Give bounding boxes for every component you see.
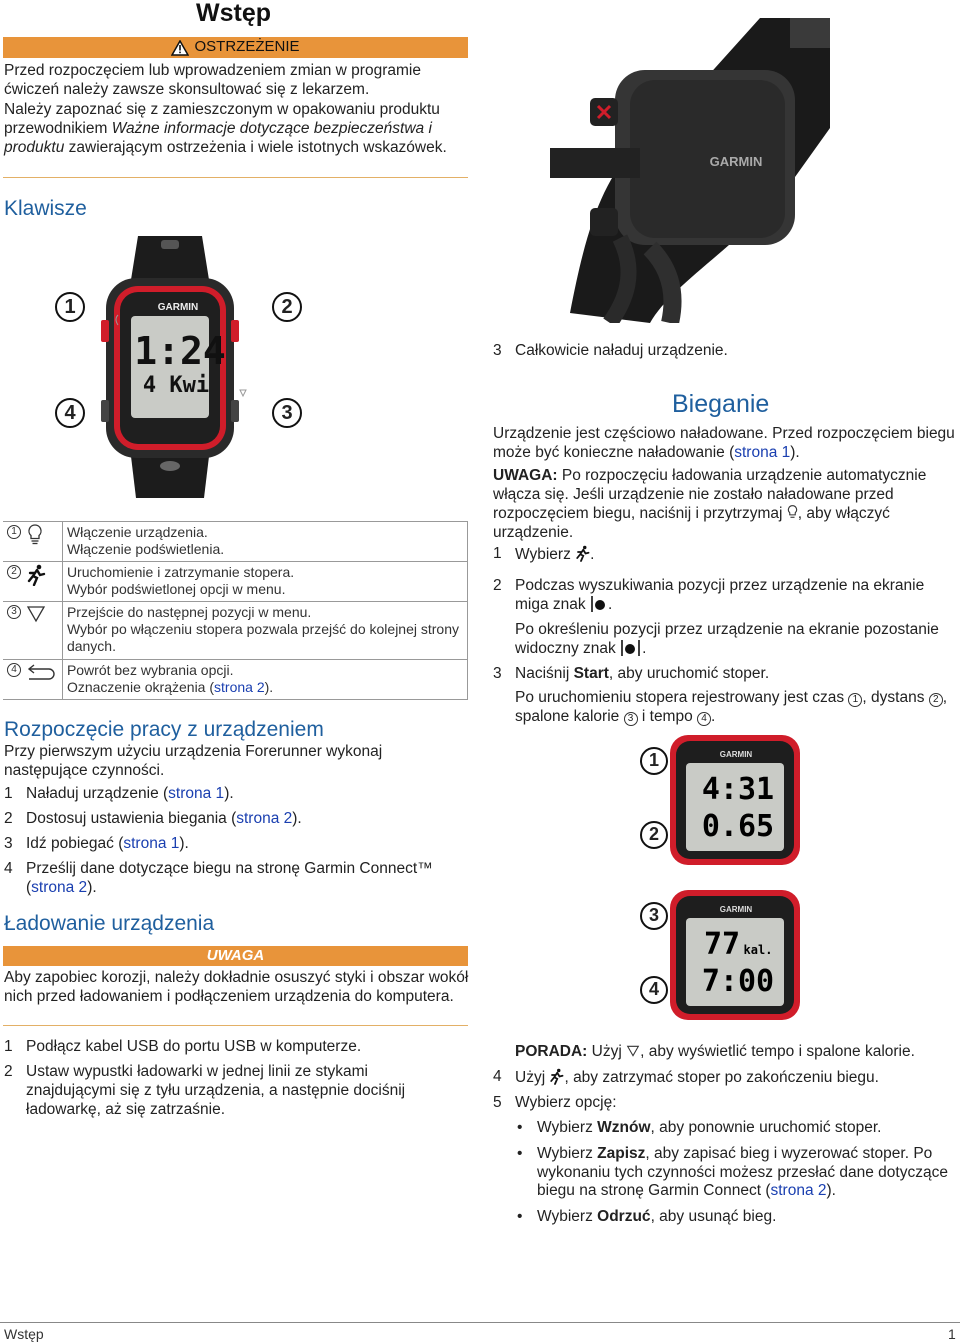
row-line: Oznaczenie okrążenia (strona 2). bbox=[66, 678, 274, 695]
start-steps bbox=[4, 785, 464, 904]
row-line: Wybór podświetlonej opcji w menu. bbox=[66, 581, 286, 598]
keys-heading: Klawisze bbox=[4, 197, 87, 220]
page-link[interactable]: strona 1 bbox=[734, 443, 791, 461]
running-note: UWAGA: Po rozpoczęciu ładowania urządzenie automatycznie włącza się. Jeśli urządzenie nie zostało naładowane przed rozpoczęciem biegu, naciśnij i przytrzymaj , aby włączyć urządzenie. bbox=[493, 467, 927, 541]
row-line: Włączenie urządzenia. bbox=[66, 524, 208, 540]
charger-illustration bbox=[550, 8, 850, 323]
row-number: 4 bbox=[7, 663, 21, 677]
callout-2: 2 bbox=[272, 292, 302, 322]
table-row bbox=[3, 562, 468, 602]
warning-bottom-rule bbox=[3, 177, 468, 178]
row-line: Przejście do następnej pozycji w menu. bbox=[66, 604, 312, 621]
list-item: 2 Dostosuj ustawienia biegania (strona 2). bbox=[4, 809, 302, 827]
row-line: Włączenie podświetlenia. bbox=[66, 541, 225, 558]
watch-calories-unit: kal. bbox=[743, 943, 773, 957]
row-number: 3 bbox=[7, 605, 21, 619]
list-item: 1 Wybierz . bbox=[493, 545, 595, 563]
row-number: 1 bbox=[7, 525, 21, 539]
running-steps bbox=[493, 545, 958, 727]
list-item: 5 Wybierz opcję: bbox=[493, 1093, 617, 1111]
table-row bbox=[3, 602, 468, 659]
callout-ref: 2 bbox=[929, 693, 943, 707]
list-item: • Wybierz Zapisz, aby zapisać bieg i wyzerować stoper. Po wykonaniu tych czynności możesz przesłać dane dotyczące biegu na stronę Garmin Connect (strona 2). bbox=[517, 1144, 948, 1200]
start-intro: Przy pierwszym użyciu urządzenia Forerunner wykonaj następujące czynności. bbox=[4, 743, 383, 779]
running-heading: Bieganie bbox=[672, 390, 770, 418]
watch-time: 1:24 bbox=[134, 329, 226, 373]
table-row bbox=[3, 522, 468, 562]
footer-section: Wstęp bbox=[4, 1326, 44, 1342]
row-line: Wybór po włączeniu stopera pozwala przejść do kolejnej strony danych. bbox=[66, 621, 460, 655]
list-item: 3 Całkowicie naładuj urządzenie. bbox=[493, 342, 728, 359]
callout-3: 3 bbox=[272, 398, 302, 428]
callout-ref: 4 bbox=[697, 712, 711, 726]
callout-4: 4 bbox=[55, 398, 85, 428]
list-item: Po uruchomieniu stopera rejestrowany jest czas 1 , dystans 2 , spalone kalorie 3 i tempo 4 . bbox=[515, 689, 948, 726]
running-steps-continued bbox=[493, 1043, 958, 1227]
gps-icon bbox=[620, 640, 642, 656]
watch-pace: 7:00 bbox=[701, 964, 775, 999]
runner-icon bbox=[549, 1068, 564, 1085]
callout-4: 4 bbox=[640, 976, 668, 1004]
down-triangle-icon bbox=[26, 605, 46, 623]
keys-table bbox=[3, 521, 468, 700]
watch-time-distance-illustration bbox=[640, 735, 810, 865]
watch-calories-pace-illustration bbox=[640, 890, 810, 1020]
list-item: Po określeniu pozycji przez urządzenie na ekranie pozostanie widoczny znak . bbox=[515, 620, 939, 657]
list-item: 1 Naładuj urządzenie (strona 1). bbox=[4, 785, 234, 802]
watch-time: 4:31 bbox=[701, 772, 775, 807]
runner-icon bbox=[575, 545, 590, 562]
watch-date: 4 Kwi bbox=[142, 373, 210, 398]
list-item: 3 Naciśnij Start, aby uruchomić stoper. bbox=[493, 664, 770, 682]
page-link[interactable]: strona 2 bbox=[214, 678, 265, 695]
page-link[interactable]: strona 2 bbox=[31, 878, 88, 896]
row-number: 2 bbox=[7, 565, 21, 579]
running-paragraph-1: Urządzenie jest częściowo naładowane. Przed rozpoczęciem biegu może być konieczne naładowanie (strona 1). bbox=[493, 425, 955, 461]
callout-1: 1 bbox=[55, 292, 85, 322]
list-item: • Wybierz Odrzuć, aby usunąć bieg. bbox=[517, 1208, 777, 1226]
warning-header bbox=[3, 37, 468, 58]
notice-text: Aby zapobiec korozji, należy dokładnie osuszyć styki i obszar wokół nich przed ładowaniem i podłączeniem urządzenia do komputera. bbox=[4, 969, 469, 1005]
watch-brand: GARMIN bbox=[719, 750, 753, 759]
page-link[interactable]: strona 2 bbox=[236, 809, 293, 827]
page-title: Wstęp bbox=[196, 0, 271, 27]
notice-header bbox=[3, 946, 468, 966]
callout-3: 3 bbox=[640, 902, 668, 930]
footer-page-number: 1 bbox=[948, 1326, 956, 1342]
callout-ref: 3 bbox=[624, 712, 638, 726]
notice-label: UWAGA bbox=[206, 946, 265, 964]
tip: PORADA: Użyj , aby wyświetlić tempo i spalone kalorie. bbox=[515, 1043, 915, 1060]
notice-bottom-rule bbox=[3, 1025, 468, 1026]
start-heading: Rozpoczęcie pracy z urządzeniem bbox=[4, 718, 324, 741]
list-item: 2 Podczas wyszukiwania pozycji przez urządzenie na ekranie miga znak . bbox=[493, 576, 925, 613]
list-item: 4 Prześlij dane dotyczące biegu na stronę Garmin Connect™ (strona 2). bbox=[4, 859, 433, 896]
watch-calories: 77 bbox=[703, 927, 741, 962]
row-line: Uruchomienie i zatrzymanie stopera. bbox=[66, 564, 295, 581]
charging-heading: Ładowanie urządzenia bbox=[4, 912, 215, 935]
callout-1: 1 bbox=[640, 747, 668, 775]
warning-icon bbox=[171, 40, 189, 56]
table-row bbox=[3, 659, 468, 699]
watch-keys-illustration bbox=[0, 230, 330, 510]
watch-brand: GARMIN bbox=[719, 905, 753, 914]
warning-paragraph-1: Przed rozpoczęciem lub wprowadzeniem zmian w programie ćwiczeń należy zawsze skonsultować się z lekarzem. bbox=[4, 62, 421, 98]
page-link[interactable]: strona 2 bbox=[770, 1182, 827, 1200]
charging-steps bbox=[4, 1038, 444, 1126]
list-item: 4 Użyj , aby zatrzymać stoper po zakończeniu biegu. bbox=[493, 1067, 879, 1086]
list-item: • Wybierz Wznów, aby ponownie uruchomić stoper. bbox=[517, 1118, 882, 1136]
light-bulb-icon bbox=[787, 505, 798, 520]
callout-ref: 1 bbox=[848, 693, 862, 707]
footer-rule bbox=[0, 1322, 960, 1323]
page-link[interactable]: strona 1 bbox=[168, 785, 225, 802]
runner-icon bbox=[26, 564, 46, 586]
list-item: 1 Podłącz kabel USB do portu USB w komputerze. bbox=[4, 1038, 362, 1055]
watch-distance: 0.65 bbox=[701, 809, 775, 844]
page-link[interactable]: strona 1 bbox=[123, 834, 180, 852]
warning-label: OSTRZEŻENIE bbox=[194, 38, 300, 56]
row-line: Powrót bez wybrania opcji. bbox=[66, 661, 234, 678]
callout-2: 2 bbox=[640, 821, 668, 849]
charging-step-3 bbox=[493, 342, 953, 367]
down-triangle-icon bbox=[626, 1045, 640, 1057]
light-bulb-icon bbox=[27, 524, 43, 546]
list-item: 2 Ustaw wypustki ładowarki w jednej linii ze stykami znajdującymi się z tyłu urządzenia, a następnie dociśnij ładowarkę, aż się zatrzaśnie. bbox=[4, 1062, 406, 1118]
list-item: 3 Idź pobiegać (strona 1). bbox=[4, 834, 189, 852]
gps-icon bbox=[590, 596, 608, 612]
charger-brand: GARMIN bbox=[709, 154, 763, 169]
option-bullets bbox=[493, 1119, 958, 1228]
warning-paragraph-2: Należy zapoznać się z zamieszczonym w opakowaniu produktu przewodnikiem Ważne informacje dotyczące bezpieczeństwa i produktu zawierającym ostrzeżenia i wiele istotnych wskazówek. bbox=[4, 101, 447, 156]
back-arrow-icon bbox=[26, 662, 56, 682]
watch-brand: GARMIN bbox=[157, 302, 199, 313]
